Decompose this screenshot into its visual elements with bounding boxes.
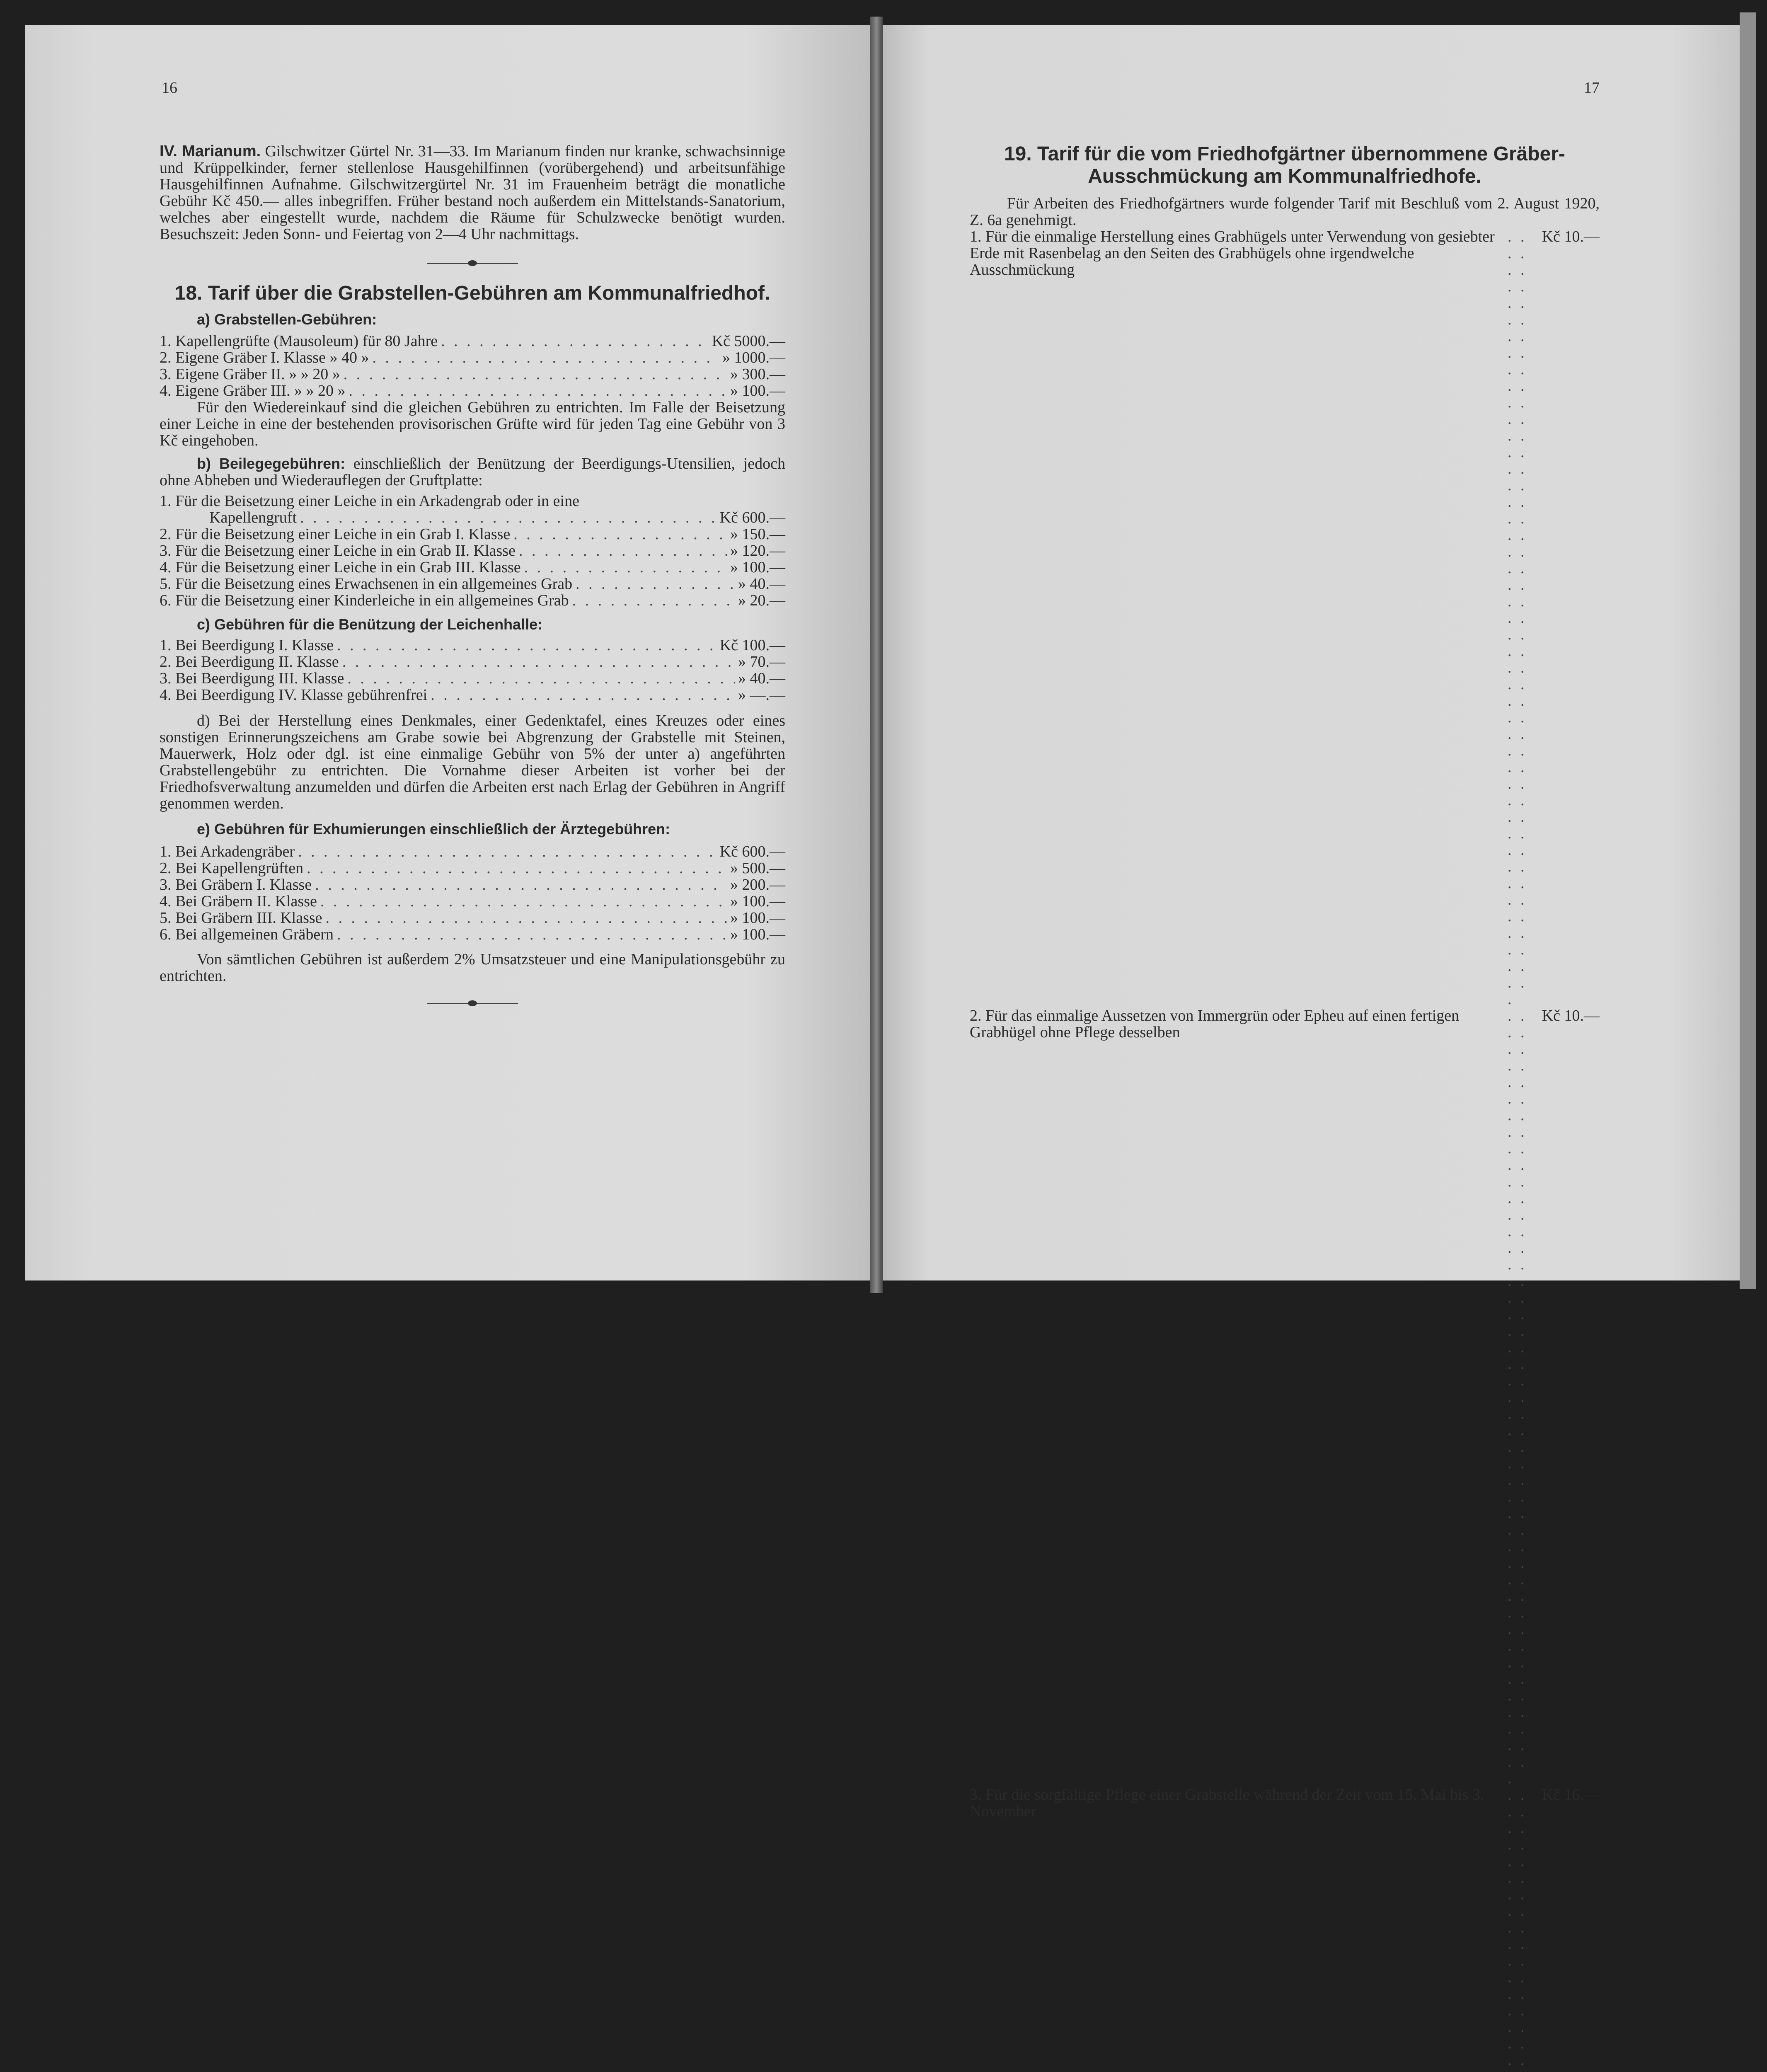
fee-row: 4. Für die Beisetzung einer Leiche in ein Grab III. Klasse . . . » 100.— [160,559,785,576]
marianum-paragraph [160,143,785,242]
fee-row: 1. Bei Arkadengräber . . . Kč 600.— [160,843,785,860]
book-gutter [870,17,883,1293]
section18-b-list [160,493,785,609]
fee-row: 4. Bei Gräbern II. Klasse . . . » 100.— [160,893,785,910]
section19-intro: Für Arbeiten des Friedhofgärtners wurde folgender Tarif mit Beschluß vom 2. August 1920, Z. 6a genehmigt. [970,195,1600,229]
fee-row: 2. Eigene Gräber I. Klasse » 40 » . . . » 1000.— [160,349,785,366]
ornament-divider [160,995,785,1012]
left-column [160,143,785,1012]
section18-closing: Von sämtlichen Gebühren ist außerdem 2% Umsatzsteuer und eine Manipulationsgebühr zu entrichten. [160,951,785,985]
fee-row: Kapellengruft . . . Kč 600.— [160,509,785,526]
fee-row: 5. Bei Gräbern III. Klasse . . . » 100.— [160,910,785,926]
section18-a-heading: a) Grabstellen-Gebühren: [197,311,377,328]
fee-row: 2. Für das einmalige Aussetzen von Immergrün oder Epheu auf einen fertigen Grabhügel ohne Pflege desselben . . . Kč 10.— [970,1007,1600,1786]
section18-d-text: d) Bei der Herstellung eines Denkmales, einer Gedenktafel, eines Kreuzes oder eines sonstigen Erinnerungszeichens am Grabe sowie bei Abgrenzung der Grabstelle mit Steinen, Mauerwerk, Holz oder dgl. ist eine einmalige Gebühr von 5% der unter a) angeführten Grabstellengebühr zu entrichten. Die Vornahme dieser Arbeiten ist vorher bei der Friedhofsverwaltung anzumelden und dürfen die Arbeiten erst nach Erlag der Gebühren in Angriff genommen werden. [160,712,785,812]
marianum-title: IV. Marianum. [160,143,261,160]
fee-row: 3. Für die sorgfältige Pflege einer Grabstelle während der Zeit vom 15. Mai bis 3. November . . . Kč 16.— [970,1786,1600,2072]
page-edges [1740,12,1756,1289]
fee-row: 5. Für die Beisetzung eines Erwachsenen in ein allgemeines Grab . . . » 40.— [160,576,785,592]
fee-row: 3. Für die Beisetzung einer Leiche in ein Grab II. Klasse . . . » 120.— [160,542,785,559]
right-column [970,143,1600,2072]
ornament-divider [160,255,785,271]
fee-row: 2. Bei Beerdigung II. Klasse . . . » 70.— [160,654,785,670]
fee-row: 3. Eigene Gräber II. » » 20 » . . . » 300.— [160,366,785,382]
page-number-left: 16 [162,79,177,97]
fee-row: 3. Bei Gräbern I. Klasse . . . » 200.— [160,876,785,893]
section19-title: 19. Tarif für die vom Friedhofgärtner übernommene Gräber-Ausschmückung am Kommunalfriedhofe. [1004,143,1566,187]
fee-row: 1. Für die einmalige Herstellung eines Grabhügels unter Verwendung von gesiebter Erde mit Rasenbelag an den Seiten des Grabhügels ohne irgendwelche Ausschmückung . . . Kč 10.— [970,228,1600,1007]
fee-row: 4. Eigene Gräber III. » » 20 » . . . » 100.— [160,382,785,399]
section18-a-note: Für den Wiedereinkauf sind die gleichen Gebühren zu entrichten. Im Falle der Beisetzung einer Leiche in eine der bestehenden provisorischen Grüfte wird für jeden Tag eine Gebühr von 3 Kč eingehoben. [160,399,785,449]
fee-row: 2. Für die Beisetzung einer Leiche in ein Grab I. Klasse . . . » 150.— [160,526,785,542]
fee-row: 2. Bei Kapellengrüften . . . » 500.— [160,860,785,876]
section18-c-list [160,637,785,703]
section18-e-list [160,843,785,943]
section19-list [970,228,1600,2072]
marianum-text: Gilschwitzer Gürtel Nr. 31—33. Im Marianum finden nur kranke, schwachsinnige und Krüppelkinder, ferner stellenlose Hausgehilfinnen (vorübergehend) und arbeitsunfähige Hausgehilfinnen Aufnahme. Gilschwitzergürtel Nr. 31 im Frauenheim beträgt die monatliche Gebühr Kč 450.— alles inbegriffen. Früher bestand noch außerdem ein Mittelstands-Sanatorium, welches aber eingestellt wurde, nachdem die Räume für Schulzwecke benötigt wurden. Besuchszeit: Jeden Sonn- und Feiertag von 2—4 Uhr nachmittags. [160,143,785,243]
section18-b-intro: b) Beilegegebühren: einschließlich der Benützung der Beerdigungs-Utensilien, jedoch ohne Abheben und Wiederauflegen der Gruftplatte: [160,455,786,489]
section18-title: 18. Tarif über die Grabstellen-Gebühren am Kommunalfriedhof. [174,282,770,304]
section18-b-heading: b) Beilegegebühren: [197,455,346,472]
fee-row: 1. Bei Beerdigung I. Klasse . . . Kč 100.— [160,637,785,654]
fee-row: 4. Bei Beerdigung IV. Klasse gebührenfrei . . . » —.— [160,687,785,703]
fee-row: 1. Für die Beisetzung einer Leiche in ein Arkadengrab oder in eine [160,492,579,510]
fee-row: 6. Bei allgemeinen Gräbern . . . » 100.— [160,926,785,943]
fee-row: 3. Bei Beerdigung III. Klasse . . . » 40.— [160,670,785,687]
section18-c-heading: c) Gebühren für die Benützung der Leichenhalle: [197,616,543,633]
section18-a-list [160,333,785,399]
fee-row: 6. Für die Beisetzung einer Kinderleiche in ein allgemeines Grab . . . » 20.— [160,592,785,609]
fee-row: 1. Kapellengrüfte (Mausoleum) für 80 Jahre . . . Kč 5000.— [160,333,785,349]
section18-e-heading: e) Gebühren für Exhumierungen einschließlich der Ärztegebühren: [197,821,670,838]
page-number-right: 17 [1584,79,1600,97]
